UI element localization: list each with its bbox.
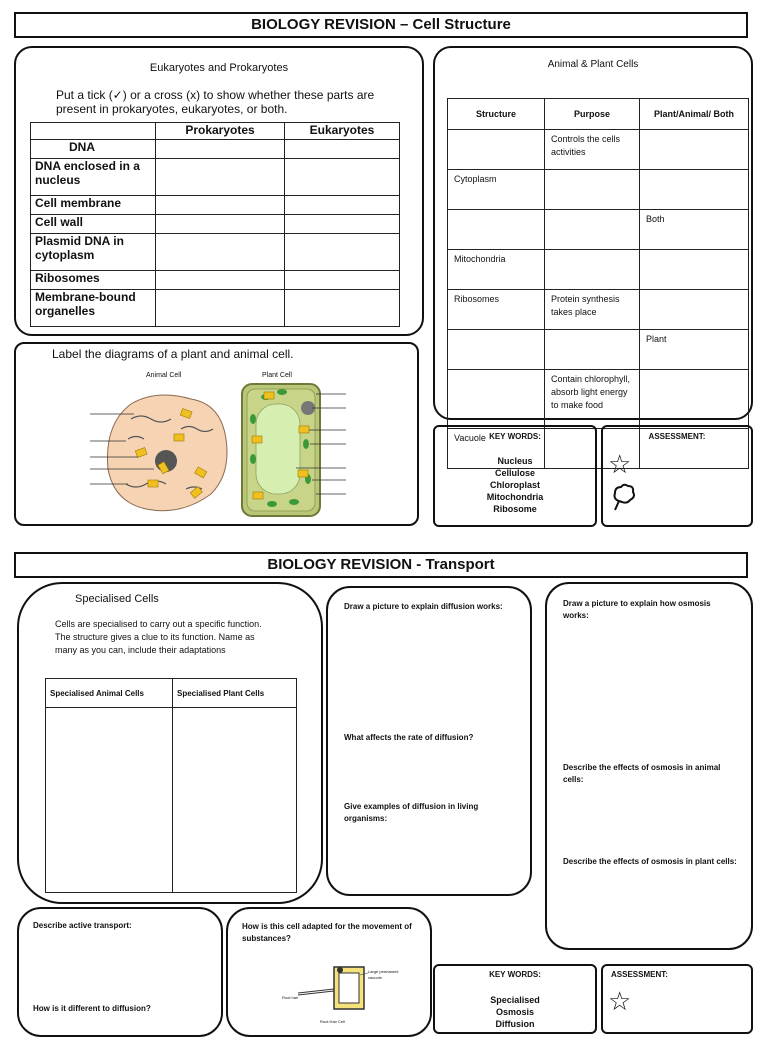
diffusion-q1: Draw a picture to explain diffusion works: [344, 602, 503, 611]
euk-pro-col-prokaryotes: Prokaryotes [156, 123, 285, 140]
row-label: Plasmid DNA in cytoplasm [31, 234, 156, 271]
key-word: Ribosome [493, 504, 537, 514]
table-row [448, 130, 749, 170]
purpose-cell[interactable] [545, 170, 640, 210]
osmosis-q2: Describe the effects of osmosis in animal cells: [563, 763, 721, 784]
plant-cell-illustration [242, 384, 346, 516]
structure-cell[interactable] [448, 130, 545, 170]
table-row [31, 271, 400, 290]
specialised-text: Cells are specialised to carry out a specific function. The structure gives a clue to its function. Name as many as you can, include their adaptations [55, 619, 262, 655]
ap-col-purpose: Purpose [545, 99, 640, 130]
specialised-table [45, 678, 297, 893]
euk-pro-table [30, 122, 400, 327]
adapted-q1: How is this cell adapted for the movement of substances? [242, 922, 412, 943]
tick-cell[interactable] [285, 140, 400, 159]
section2-title-bar [14, 552, 748, 578]
table-row [31, 159, 400, 196]
table-row [31, 234, 400, 271]
purpose-cell[interactable] [545, 330, 640, 370]
tick-cell[interactable] [156, 140, 285, 159]
table-row [448, 370, 749, 429]
animal-plant-table [447, 98, 749, 469]
key-word: Specialised [490, 995, 540, 1005]
type-cell[interactable] [640, 290, 749, 330]
row-label: DNA [31, 140, 156, 159]
animal-plant-heading: Animal & Plant Cells [547, 59, 639, 70]
table-row [448, 170, 749, 210]
table-row [31, 140, 400, 159]
type-cell[interactable] [640, 250, 749, 290]
row-label: Membrane-bound organelles [31, 290, 156, 327]
key-words-heading: KEY WORDS: [489, 432, 541, 441]
tick-cell[interactable] [285, 234, 400, 271]
structure-cell[interactable]: Vacuole [448, 429, 545, 469]
type-cell[interactable]: Both [640, 210, 749, 250]
key-word: Chloroplast [489, 480, 540, 490]
diffusion-panel [326, 586, 532, 896]
plant-cell-caption: Plant Cell [262, 372, 292, 379]
row-label: Cell membrane [31, 196, 156, 215]
tick-cell[interactable] [285, 271, 400, 290]
type-cell[interactable] [640, 130, 749, 170]
label-diagram-panel [14, 342, 419, 526]
active-transport-panel [17, 907, 223, 1037]
table-row [448, 250, 749, 290]
star-icon[interactable]: ☆ [608, 986, 632, 1016]
euk-pro-panel [14, 46, 424, 336]
diffusion-q2: What affects the rate of diffusion? [344, 733, 474, 742]
purpose-cell[interactable] [545, 210, 640, 250]
type-cell[interactable] [640, 370, 749, 429]
row-label: Cell wall [31, 215, 156, 234]
key-word: Diffusion [495, 1019, 535, 1029]
active-q2: How is it different to diffusion? [33, 1004, 151, 1013]
key-words-panel-1 [433, 425, 597, 527]
assessment-heading: ASSESSMENT: [648, 432, 706, 441]
type-cell[interactable]: Plant [640, 330, 749, 370]
structure-cell[interactable]: Mitochondria [448, 250, 545, 290]
osmosis-q3: Describe the effects of osmosis in plant cells: [563, 857, 737, 866]
purpose-cell[interactable] [545, 250, 640, 290]
section1-title: BIOLOGY REVISION – Cell Structure [251, 16, 511, 33]
assessment-panel-1 [601, 425, 753, 527]
table-row [448, 290, 749, 330]
euk-pro-heading: Eukaryotes and Prokaryotes [149, 62, 289, 74]
row-label: DNA enclosed in a nucleus [31, 159, 156, 196]
tick-cell[interactable] [285, 215, 400, 234]
osmosis-q1: Draw a picture to explain how osmosis works: [563, 599, 711, 620]
row-label: Ribosomes [31, 271, 156, 290]
active-q1: Describe active transport: [33, 921, 132, 930]
tick-cell[interactable] [156, 159, 285, 196]
table-row [448, 330, 749, 370]
table-row [448, 210, 749, 250]
section2-title: BIOLOGY REVISION - Transport [267, 556, 495, 573]
key-word: Mitochondria [486, 492, 544, 502]
plant-cells-answer[interactable] [173, 708, 297, 893]
key-words-heading: KEY WORDS: [489, 970, 541, 979]
label-vacuole: Large permanent vacuole [368, 969, 399, 980]
label-diagram-instruction: Label the diagrams of a plant and animal cell. [52, 347, 294, 361]
table-row [31, 196, 400, 215]
col-animal-cells: Specialised Animal Cells [46, 679, 173, 708]
structure-cell[interactable]: Cytoplasm [448, 170, 545, 210]
euk-pro-instruction: Put a tick (✓) or a cross (x) to show whether these parts are present in prokaryotes, eukaryotes, or both. [56, 88, 375, 116]
tick-cell[interactable] [156, 290, 285, 327]
col-plant-cells: Specialised Plant Cells [173, 679, 297, 708]
structure-cell[interactable] [448, 330, 545, 370]
purpose-cell[interactable]: Controls the cells activities [545, 130, 640, 170]
structure-cell[interactable] [448, 210, 545, 250]
animal-cell-caption: Animal Cell [146, 372, 182, 379]
cell-diagrams [16, 344, 416, 522]
diffusion-q3: Give examples of diffusion in living organisms: [344, 802, 479, 823]
tick-cell[interactable] [156, 196, 285, 215]
key-words-list [435, 455, 595, 515]
star-icon[interactable]: ☆ [608, 449, 632, 479]
euk-pro-col-eukaryotes: Eukaryotes [285, 123, 400, 140]
specialised-panel [17, 582, 323, 904]
thought-bubble-icon[interactable] [611, 483, 637, 513]
tick-cell[interactable] [156, 215, 285, 234]
osmosis-panel [545, 582, 753, 950]
purpose-cell[interactable]: Protein synthesis takes place [545, 290, 640, 330]
ap-col-structure: Structure [448, 99, 545, 130]
root-hair-caption: Root Hair Cell [320, 1019, 345, 1024]
section1-title-bar [14, 12, 748, 38]
purpose-cell[interactable]: Contain chlorophyll, absorb light energy to make food [545, 370, 640, 429]
key-words-list [435, 994, 595, 1030]
tick-cell[interactable] [156, 234, 285, 271]
tick-cell[interactable] [285, 196, 400, 215]
structure-cell[interactable]: Ribosomes [448, 290, 545, 330]
key-word: Nucleus [497, 456, 533, 466]
table-row [31, 215, 400, 234]
key-word: Osmosis [495, 1007, 535, 1017]
table-row [31, 290, 400, 327]
euk-pro-col-blank [31, 123, 156, 140]
tick-cell[interactable] [156, 271, 285, 290]
tick-cell[interactable] [285, 290, 400, 327]
key-word: Cellulose [494, 468, 535, 478]
structure-cell[interactable] [448, 370, 545, 429]
root-hair-panel [226, 907, 432, 1037]
animal-cells-answer[interactable] [46, 708, 173, 893]
ap-col-type: Plant/Animal/ Both [640, 99, 749, 130]
assessment-heading: ASSESSMENT: [611, 970, 668, 979]
type-cell[interactable] [640, 170, 749, 210]
label-root-hair: Root hair [282, 995, 299, 1000]
specialised-heading: Specialised Cells [75, 593, 159, 605]
animal-cell-illustration [90, 395, 227, 511]
tick-cell[interactable] [285, 159, 400, 196]
